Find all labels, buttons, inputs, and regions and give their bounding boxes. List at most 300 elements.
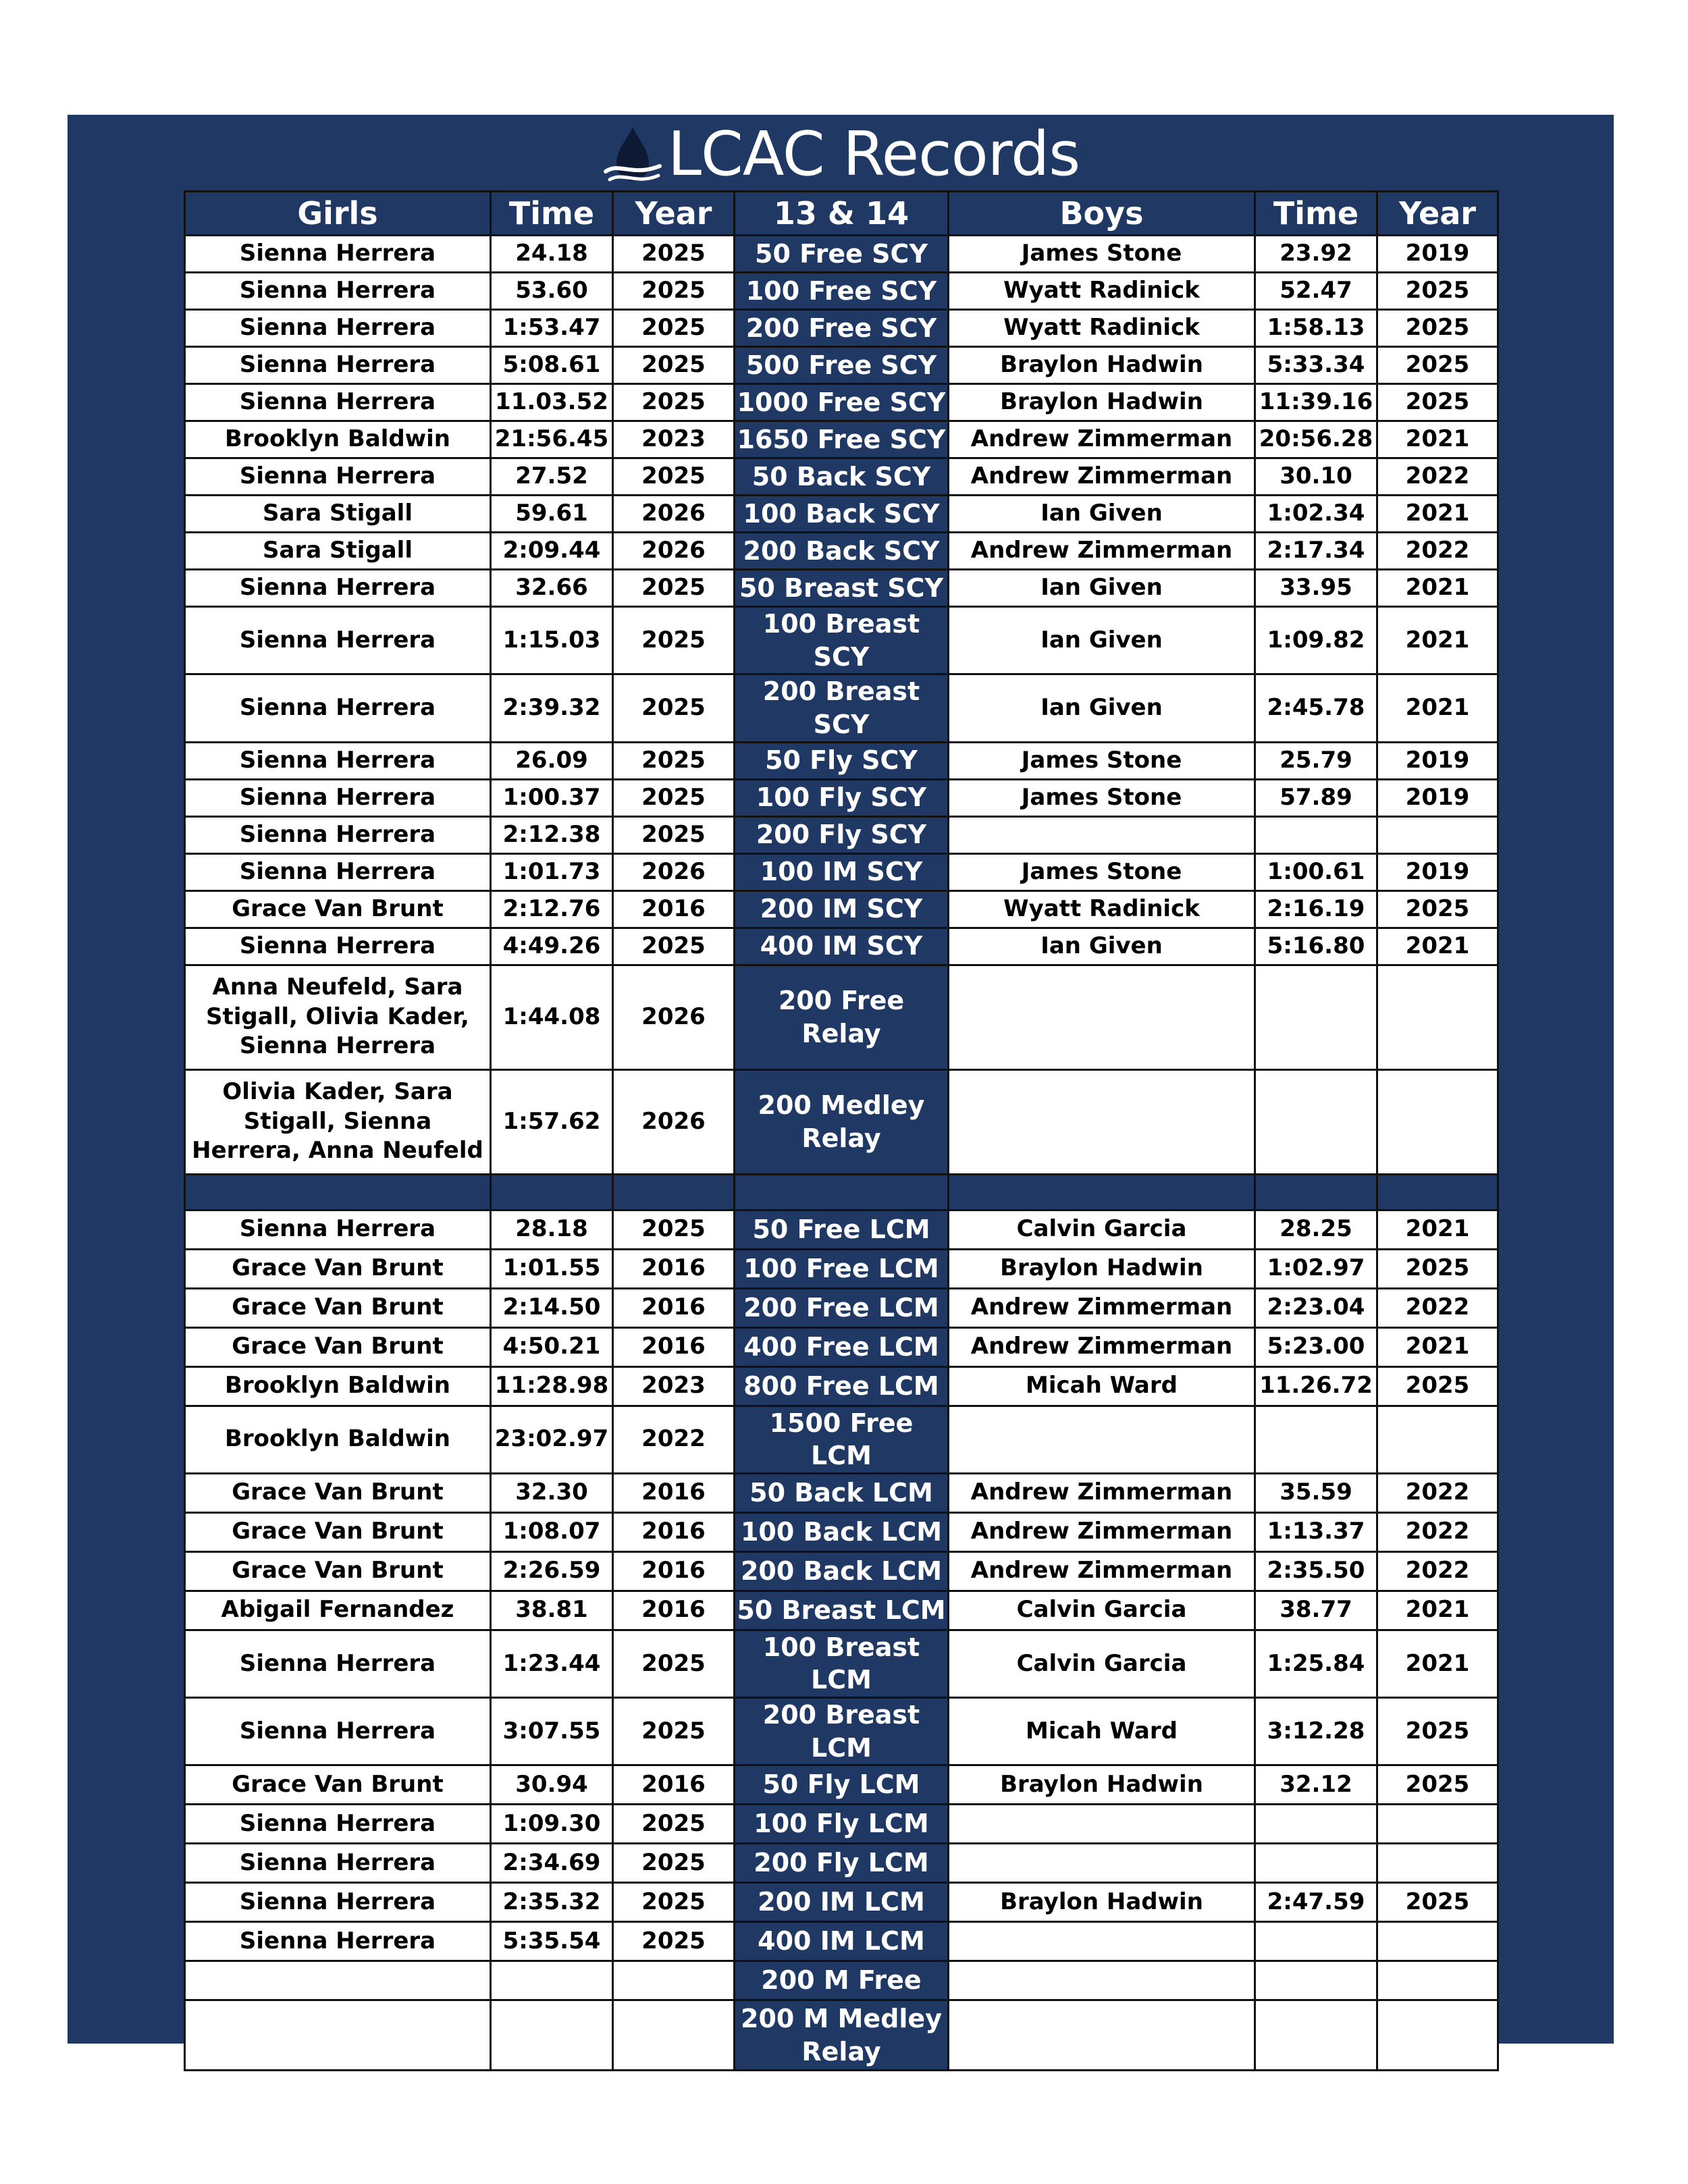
event-name: 50 Fly LCM — [735, 1765, 949, 1805]
event-name: 100 Fly LCM — [735, 1805, 949, 1844]
girl-time: 59.61 — [491, 496, 613, 533]
boy-year: 2021 — [1377, 674, 1498, 742]
girl-year: 2026 — [613, 853, 735, 890]
event-name: 200 Breast SCY — [735, 674, 949, 742]
girl-name: Sara Stigall — [185, 496, 491, 533]
girl-year: 2025 — [613, 816, 735, 853]
event-name: 200 Fly LCM — [735, 1844, 949, 1883]
separator-cell — [1255, 1174, 1377, 1210]
girl-time: 1:00.37 — [491, 779, 613, 816]
boy-name: Ian Given — [949, 674, 1255, 742]
record-row — [185, 1805, 1498, 1844]
girl-time: 32.30 — [491, 1473, 613, 1512]
boy-name: Ian Given — [949, 496, 1255, 533]
boy-time: 1:13.37 — [1255, 1512, 1377, 1551]
header-girls: Girls — [185, 192, 491, 236]
event-name: 800 Free LCM — [735, 1366, 949, 1406]
girl-name — [185, 2000, 491, 2071]
event-name: 100 Free LCM — [735, 1249, 949, 1288]
girl-time — [491, 1961, 613, 2000]
boy-time: 2:16.19 — [1255, 890, 1377, 928]
separator-cell — [949, 1174, 1255, 1210]
girl-name: Brooklyn Baldwin — [185, 1406, 491, 1473]
boy-name: Andrew Zimmerman — [949, 458, 1255, 496]
girl-name: Olivia Kader, Sara Stigall, Sienna Herrera, Anna Neufeld — [185, 1069, 491, 1174]
record-row — [185, 1765, 1498, 1805]
record-row — [185, 458, 1498, 496]
boy-year: 2021 — [1377, 1210, 1498, 1249]
boy-time: 2:35.50 — [1255, 1551, 1377, 1591]
girl-year — [613, 2000, 735, 2071]
girl-year: 2025 — [613, 928, 735, 965]
girl-time: 3:07.55 — [491, 1698, 613, 1765]
girl-time: 1:01.73 — [491, 853, 613, 890]
header-boys-time: Time — [1255, 192, 1377, 236]
event-name: 200 Free SCY — [735, 310, 949, 347]
boy-name — [949, 1922, 1255, 1961]
boy-name: Andrew Zimmerman — [949, 1551, 1255, 1591]
event-name: 50 Back SCY — [735, 458, 949, 496]
girl-time: 4:49.26 — [491, 928, 613, 965]
boy-year: 2025 — [1377, 1765, 1498, 1805]
boy-time — [1255, 1961, 1377, 2000]
boy-name: Braylon Hadwin — [949, 384, 1255, 421]
boy-year: 2025 — [1377, 1698, 1498, 1765]
event-name: 200 IM SCY — [735, 890, 949, 928]
boy-name — [949, 1069, 1255, 1174]
boy-year: 2019 — [1377, 742, 1498, 779]
record-row — [185, 674, 1498, 742]
event-name: 200 Free Relay — [735, 965, 949, 1069]
boy-name: Calvin Garcia — [949, 1630, 1255, 1697]
girl-year: 2025 — [613, 310, 735, 347]
record-row — [185, 607, 1498, 674]
event-name: 200 Medley Relay — [735, 1069, 949, 1174]
event-name: 100 Breast LCM — [735, 1630, 949, 1697]
separator-cell — [491, 1174, 613, 1210]
event-name: 200 Back LCM — [735, 1551, 949, 1591]
girl-name: Grace Van Brunt — [185, 1551, 491, 1591]
boy-name: Micah Ward — [949, 1366, 1255, 1406]
header-boys-year: Year — [1377, 192, 1498, 236]
boy-time: 33.95 — [1255, 570, 1377, 607]
girl-time: 1:44.08 — [491, 965, 613, 1069]
record-row — [185, 1630, 1498, 1697]
girl-name: Grace Van Brunt — [185, 890, 491, 928]
girl-name: Brooklyn Baldwin — [185, 1366, 491, 1406]
girl-year: 2016 — [613, 1512, 735, 1551]
girl-time: 30.94 — [491, 1765, 613, 1805]
boy-year: 2021 — [1377, 421, 1498, 458]
girl-year: 2025 — [613, 273, 735, 310]
girl-time: 5:08.61 — [491, 347, 613, 384]
girl-year: 2025 — [613, 458, 735, 496]
header-row — [185, 192, 1498, 236]
event-name: 50 Breast LCM — [735, 1591, 949, 1630]
boy-year: 2025 — [1377, 1366, 1498, 1406]
event-name: 200 Fly SCY — [735, 816, 949, 853]
boy-year: 2025 — [1377, 384, 1498, 421]
boy-name: Calvin Garcia — [949, 1591, 1255, 1630]
record-row — [185, 496, 1498, 533]
girl-year: 2025 — [613, 779, 735, 816]
event-name: 500 Free SCY — [735, 347, 949, 384]
boy-name: Braylon Hadwin — [949, 1765, 1255, 1805]
record-row — [185, 236, 1498, 273]
record-row — [185, 570, 1498, 607]
boy-time — [1255, 1069, 1377, 1174]
boy-year: 2025 — [1377, 347, 1498, 384]
record-row — [185, 1844, 1498, 1883]
girl-time: 27.52 — [491, 458, 613, 496]
boy-name: Andrew Zimmerman — [949, 421, 1255, 458]
boy-name — [949, 2000, 1255, 2071]
boy-year: 2022 — [1377, 458, 1498, 496]
boy-name: Braylon Hadwin — [949, 347, 1255, 384]
boy-year: 2019 — [1377, 236, 1498, 273]
boy-time: 5:16.80 — [1255, 928, 1377, 965]
girl-time: 11.03.52 — [491, 384, 613, 421]
girl-year: 2016 — [613, 1551, 735, 1591]
boy-year: 2021 — [1377, 570, 1498, 607]
girl-name: Sienna Herrera — [185, 928, 491, 965]
boy-time: 2:47.59 — [1255, 1883, 1377, 1922]
boy-time: 25.79 — [1255, 742, 1377, 779]
girl-time: 24.18 — [491, 236, 613, 273]
event-name: 200 M Medley Relay — [735, 2000, 949, 2071]
boy-time: 28.25 — [1255, 1210, 1377, 1249]
girl-year: 2025 — [613, 1630, 735, 1697]
girl-name: Sienna Herrera — [185, 674, 491, 742]
boy-name: Calvin Garcia — [949, 1210, 1255, 1249]
boy-name: James Stone — [949, 742, 1255, 779]
separator-cell — [185, 1174, 491, 1210]
record-row — [185, 1406, 1498, 1473]
girl-time — [491, 2000, 613, 2071]
record-row — [185, 1069, 1498, 1174]
record-row — [185, 384, 1498, 421]
girl-year: 2026 — [613, 496, 735, 533]
boy-time: 1:09.82 — [1255, 607, 1377, 674]
boy-year: 2021 — [1377, 928, 1498, 965]
girl-time: 32.66 — [491, 570, 613, 607]
boy-time: 2:23.04 — [1255, 1288, 1377, 1327]
girl-time: 21:56.45 — [491, 421, 613, 458]
event-name: 100 Breast SCY — [735, 607, 949, 674]
header-girls-year: Year — [613, 192, 735, 236]
record-row — [185, 890, 1498, 928]
boy-name: Wyatt Radinick — [949, 273, 1255, 310]
boy-time — [1255, 1805, 1377, 1844]
event-name: 50 Free LCM — [735, 1210, 949, 1249]
record-row — [185, 1922, 1498, 1961]
girl-year: 2023 — [613, 1366, 735, 1406]
boy-name — [949, 965, 1255, 1069]
boy-name: Wyatt Radinick — [949, 310, 1255, 347]
girl-year: 2025 — [613, 1210, 735, 1249]
girl-time: 2:09.44 — [491, 533, 613, 570]
record-row — [185, 421, 1498, 458]
girl-year: 2026 — [613, 533, 735, 570]
event-name: 200 Breast LCM — [735, 1698, 949, 1765]
boy-time: 5:33.34 — [1255, 347, 1377, 384]
girl-year: 2025 — [613, 742, 735, 779]
girl-name: Sienna Herrera — [185, 273, 491, 310]
event-name: 100 Fly SCY — [735, 779, 949, 816]
boy-year — [1377, 1922, 1498, 1961]
record-row — [185, 533, 1498, 570]
girl-name: Sienna Herrera — [185, 1883, 491, 1922]
record-row — [185, 1961, 1498, 2000]
record-row — [185, 1883, 1498, 1922]
boy-name — [949, 816, 1255, 853]
record-row — [185, 1366, 1498, 1406]
separator-cell — [613, 1174, 735, 1210]
boy-time — [1255, 2000, 1377, 2071]
boy-year: 2021 — [1377, 1591, 1498, 1630]
girl-name: Abigail Fernandez — [185, 1591, 491, 1630]
girl-time: 38.81 — [491, 1591, 613, 1630]
girl-year: 2025 — [613, 1844, 735, 1883]
girl-time: 23:02.97 — [491, 1406, 613, 1473]
boy-time: 1:25.84 — [1255, 1630, 1377, 1697]
girl-name: Sienna Herrera — [185, 1805, 491, 1844]
girl-year: 2025 — [613, 1922, 735, 1961]
page-header — [68, 115, 1614, 194]
boy-name: Micah Ward — [949, 1698, 1255, 1765]
boy-name: Andrew Zimmerman — [949, 1512, 1255, 1551]
boy-time: 52.47 — [1255, 273, 1377, 310]
boy-year: 2022 — [1377, 533, 1498, 570]
boy-year: 2021 — [1377, 1630, 1498, 1697]
boy-name: Andrew Zimmerman — [949, 1327, 1255, 1366]
girl-year: 2022 — [613, 1406, 735, 1473]
boy-year: 2022 — [1377, 1512, 1498, 1551]
girl-name: Sienna Herrera — [185, 347, 491, 384]
girl-name: Sienna Herrera — [185, 607, 491, 674]
girl-time: 2:14.50 — [491, 1288, 613, 1327]
girl-name: Sienna Herrera — [185, 236, 491, 273]
record-row — [185, 1210, 1498, 1249]
boy-name: Ian Given — [949, 570, 1255, 607]
boy-year: 2019 — [1377, 853, 1498, 890]
boy-time: 23.92 — [1255, 236, 1377, 273]
girl-name: Sienna Herrera — [185, 1844, 491, 1883]
boy-name: James Stone — [949, 853, 1255, 890]
girl-time: 11:28.98 — [491, 1366, 613, 1406]
boy-year — [1377, 816, 1498, 853]
girl-name: Brooklyn Baldwin — [185, 421, 491, 458]
boy-year: 2025 — [1377, 273, 1498, 310]
record-row — [185, 779, 1498, 816]
boy-year: 2022 — [1377, 1288, 1498, 1327]
boy-time — [1255, 816, 1377, 853]
header-age-group: 13 & 14 — [735, 192, 949, 236]
boy-time: 1:58.13 — [1255, 310, 1377, 347]
boy-year — [1377, 2000, 1498, 2071]
girl-time: 2:39.32 — [491, 674, 613, 742]
boy-time: 5:23.00 — [1255, 1327, 1377, 1366]
section-separator-row — [185, 1174, 1498, 1210]
girl-name: Sienna Herrera — [185, 742, 491, 779]
boy-year — [1377, 965, 1498, 1069]
boy-time: 32.12 — [1255, 1765, 1377, 1805]
boy-time: 1:02.97 — [1255, 1249, 1377, 1288]
record-row — [185, 310, 1498, 347]
girl-year: 2026 — [613, 965, 735, 1069]
girl-year: 2025 — [613, 1805, 735, 1844]
event-name: 400 IM SCY — [735, 928, 949, 965]
record-row — [185, 965, 1498, 1069]
boy-year: 2025 — [1377, 1249, 1498, 1288]
separator-cell — [1377, 1174, 1498, 1210]
boy-year: 2025 — [1377, 1883, 1498, 1922]
record-row — [185, 1551, 1498, 1591]
record-row — [185, 742, 1498, 779]
boy-year — [1377, 1844, 1498, 1883]
boy-year: 2022 — [1377, 1473, 1498, 1512]
record-row — [185, 1591, 1498, 1630]
boy-time: 38.77 — [1255, 1591, 1377, 1630]
boy-year: 2019 — [1377, 779, 1498, 816]
boy-time — [1255, 1844, 1377, 1883]
girl-year: 2016 — [613, 1249, 735, 1288]
girl-name: Sienna Herrera — [185, 1630, 491, 1697]
boy-name: James Stone — [949, 779, 1255, 816]
boy-year — [1377, 1805, 1498, 1844]
event-name: 100 Back LCM — [735, 1512, 949, 1551]
boy-name: Andrew Zimmerman — [949, 533, 1255, 570]
records-table — [184, 190, 1499, 2071]
boy-time: 3:12.28 — [1255, 1698, 1377, 1765]
boy-name: Ian Given — [949, 607, 1255, 674]
girl-name: Sienna Herrera — [185, 570, 491, 607]
girl-name: Sienna Herrera — [185, 384, 491, 421]
girl-name: Sienna Herrera — [185, 816, 491, 853]
event-name: 50 Breast SCY — [735, 570, 949, 607]
record-row — [185, 1327, 1498, 1366]
girl-time: 1:09.30 — [491, 1805, 613, 1844]
girl-year: 2025 — [613, 1698, 735, 1765]
girl-name: Grace Van Brunt — [185, 1249, 491, 1288]
girl-year: 2025 — [613, 570, 735, 607]
boy-name: Andrew Zimmerman — [949, 1288, 1255, 1327]
boy-year — [1377, 1406, 1498, 1473]
boy-name: Wyatt Radinick — [949, 890, 1255, 928]
record-row — [185, 347, 1498, 384]
event-name: 400 IM LCM — [735, 1922, 949, 1961]
record-row — [185, 928, 1498, 965]
girl-year: 2025 — [613, 607, 735, 674]
girl-time: 1:57.62 — [491, 1069, 613, 1174]
boy-name — [949, 1961, 1255, 2000]
record-row — [185, 2000, 1498, 2071]
girl-time: 1:23.44 — [491, 1630, 613, 1697]
girl-name: Sienna Herrera — [185, 310, 491, 347]
record-row — [185, 1512, 1498, 1551]
girl-year: 2016 — [613, 1288, 735, 1327]
boy-year: 2021 — [1377, 1327, 1498, 1366]
girl-year: 2016 — [613, 1591, 735, 1630]
girl-time: 5:35.54 — [491, 1922, 613, 1961]
girl-year: 2016 — [613, 1473, 735, 1512]
event-name: 200 Free LCM — [735, 1288, 949, 1327]
header-boys: Boys — [949, 192, 1255, 236]
boy-name: James Stone — [949, 236, 1255, 273]
water-drop-wave-icon — [602, 124, 664, 192]
girl-name: Anna Neufeld, Sara Stigall, Olivia Kader, Sienna Herrera — [185, 965, 491, 1069]
page-title: LCAC Records — [667, 119, 1080, 190]
event-name: 100 IM SCY — [735, 853, 949, 890]
girl-name: Sienna Herrera — [185, 1210, 491, 1249]
girl-year: 2016 — [613, 1765, 735, 1805]
girl-time: 1:53.47 — [491, 310, 613, 347]
boy-time: 2:17.34 — [1255, 533, 1377, 570]
girl-name: Grace Van Brunt — [185, 1473, 491, 1512]
girl-name: Sienna Herrera — [185, 458, 491, 496]
girl-year: 2023 — [613, 421, 735, 458]
girl-name: Grace Van Brunt — [185, 1288, 491, 1327]
boy-name — [949, 1844, 1255, 1883]
girl-year: 2025 — [613, 347, 735, 384]
girl-time: 1:08.07 — [491, 1512, 613, 1551]
boy-year: 2025 — [1377, 890, 1498, 928]
separator-cell — [735, 1174, 949, 1210]
girl-time: 26.09 — [491, 742, 613, 779]
boy-time — [1255, 1922, 1377, 1961]
event-name: 200 M Free — [735, 1961, 949, 2000]
boy-time: 11:39.16 — [1255, 384, 1377, 421]
girl-time: 1:15.03 — [491, 607, 613, 674]
boy-time: 2:45.78 — [1255, 674, 1377, 742]
boy-time — [1255, 1406, 1377, 1473]
girl-time: 2:34.69 — [491, 1844, 613, 1883]
girl-year: 2025 — [613, 1883, 735, 1922]
event-name: 1650 Free SCY — [735, 421, 949, 458]
event-name: 50 Back LCM — [735, 1473, 949, 1512]
girl-year: 2025 — [613, 384, 735, 421]
girl-name: Sienna Herrera — [185, 1698, 491, 1765]
event-name: 100 Back SCY — [735, 496, 949, 533]
record-row — [185, 1249, 1498, 1288]
girl-time: 2:12.76 — [491, 890, 613, 928]
boy-time — [1255, 965, 1377, 1069]
girl-name: Sienna Herrera — [185, 853, 491, 890]
girl-time: 1:01.55 — [491, 1249, 613, 1288]
girl-name — [185, 1961, 491, 2000]
event-name: 100 Free SCY — [735, 273, 949, 310]
girl-time: 2:35.32 — [491, 1883, 613, 1922]
girl-time: 4:50.21 — [491, 1327, 613, 1366]
boy-time: 1:02.34 — [1255, 496, 1377, 533]
boy-time: 30.10 — [1255, 458, 1377, 496]
record-row — [185, 853, 1498, 890]
girl-name: Sara Stigall — [185, 533, 491, 570]
event-name: 1000 Free SCY — [735, 384, 949, 421]
girl-name: Grace Van Brunt — [185, 1512, 491, 1551]
boy-year: 2021 — [1377, 496, 1498, 533]
record-row — [185, 1698, 1498, 1765]
girl-year: 2026 — [613, 1069, 735, 1174]
boy-time: 57.89 — [1255, 779, 1377, 816]
girl-time: 2:12.38 — [491, 816, 613, 853]
event-name: 1500 Free LCM — [735, 1406, 949, 1473]
boy-name — [949, 1406, 1255, 1473]
girl-name: Sienna Herrera — [185, 1922, 491, 1961]
header-girls-time: Time — [491, 192, 613, 236]
record-row — [185, 816, 1498, 853]
girl-year: 2025 — [613, 674, 735, 742]
